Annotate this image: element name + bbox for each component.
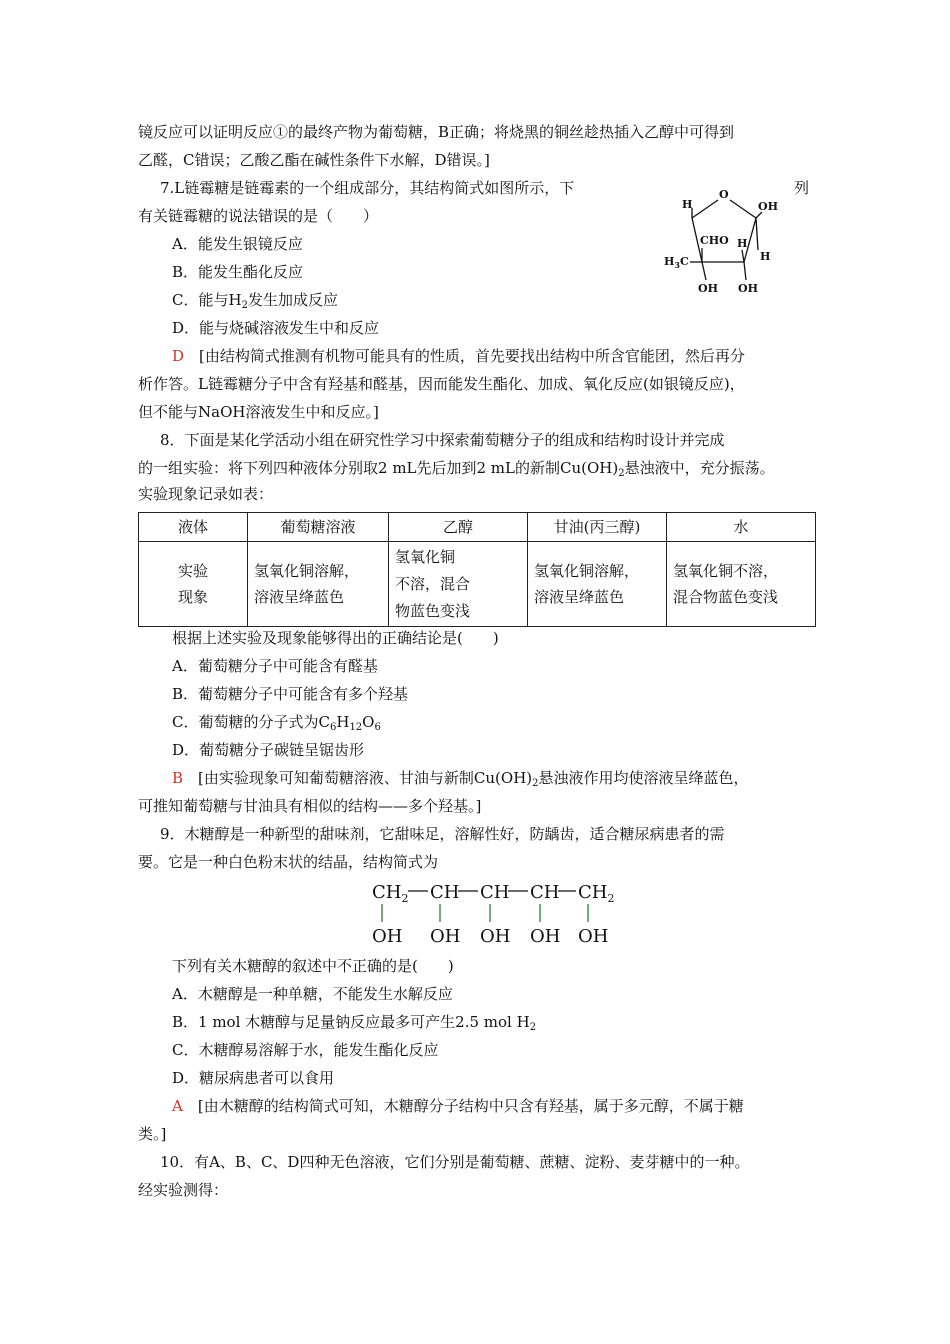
table-header: 葡萄糖溶液	[248, 513, 389, 542]
q10-stem: 经实验测得：	[138, 1181, 229, 1199]
experiment-table	[138, 512, 816, 627]
q8-stem: 的一组实验：将下列四种液体分别取2 mL先后加到2 mL的新制$Cu(OH)_2$悬浊液中，充分振荡。	[138, 459, 775, 479]
q7-explanation: 析作答。L链霉糖分子中含有羟基和醛基，因而能发生酯化、加成、氧化反应(如银镜反应)，	[138, 375, 745, 393]
q8-question: 根据上述实验及现象能够得出的正确结论是( )	[172, 629, 499, 647]
group-label: CH	[480, 882, 510, 903]
table-header: 甘油(丙三醇)	[528, 513, 667, 542]
atom-label: H	[682, 198, 693, 211]
group-label: CH	[430, 882, 460, 903]
table-header-row	[139, 513, 816, 542]
q7-explanation: D [由结构简式推测有机物可能具有的性质，首先要找出结构中所含官能团，然后再分	[172, 347, 745, 365]
table-cell: 氢氧化铜溶解， 溶液呈绛蓝色	[528, 542, 667, 627]
q7-option-d: D．能与烧碱溶液发生中和反应	[172, 319, 380, 337]
streptose-structure	[660, 180, 790, 300]
q8-option-b: B．葡萄糖分子中可能含有多个羟基	[172, 685, 409, 703]
atom-label: OH	[698, 282, 718, 295]
q8-option-a: A．葡萄糖分子中可能含有醛基	[172, 657, 378, 675]
atom-label: H	[760, 250, 771, 263]
table-header: 水	[667, 513, 816, 542]
atom-label: $H_3C$	[664, 255, 689, 270]
q9-option-a: A．木糖醇是一种单糖，不能发生水解反应	[172, 985, 453, 1003]
xylitol-structure	[368, 878, 628, 950]
q7-stem: 7.L链霉糖是链霉素的一个组成部分，其结构简式如图所示，下	[160, 179, 575, 197]
q8-explanation: B [由实验现象可知葡萄糖溶液、甘油与新制$Cu(OH)_2$悬浊液作用均使溶液呈绛蓝色，	[172, 769, 749, 789]
text-line: 乙醛，C错误；乙酸乙酯在碱性条件下水解，D错误。]	[138, 151, 490, 169]
answer-letter: A	[172, 1097, 183, 1115]
answer-letter: B	[172, 769, 184, 787]
q7-option-b: B．能发生酯化反应	[172, 263, 304, 281]
group-label: CH	[530, 882, 560, 903]
q7-option-a: A．能发生银镜反应	[172, 235, 303, 253]
table-header: 乙醇	[389, 513, 528, 542]
q7-option-c: C．能与$H_2$发生加成反应	[172, 291, 338, 311]
answer-letter: D	[172, 347, 185, 365]
q10-stem: 10．有A、B、C、D四种无色溶液，它们分别是葡萄糖、蔗糖、淀粉、麦芽糖中的一种。	[160, 1153, 750, 1171]
table-cell: 氢氧化铜 不溶，混合 物蓝色变浅	[389, 542, 528, 627]
group-label: OH	[578, 926, 609, 947]
q9-option-d: D．糖尿病患者可以食用	[172, 1069, 335, 1087]
table-cell: 实验 现象	[139, 542, 248, 627]
atom-label: OH	[758, 200, 778, 213]
q9-option-b: B．1 mol 木糖醇与足量钠反应最多可产生2.5 mol $H_2$	[172, 1013, 537, 1033]
q9-option-c: C．木糖醇易溶解于水，能发生酯化反应	[172, 1041, 439, 1059]
q9-stem: 9．木糖醇是一种新型的甜味剂，它甜味足，溶解性好，防龋齿，适合糖尿病患者的需	[160, 825, 725, 843]
group-label: $CH_2$	[578, 882, 615, 905]
group-label: OH	[530, 926, 561, 947]
q7-stem: 有关链霉糖的说法错误的是（ ）	[138, 207, 379, 225]
q8-stem: 8．下面是某化学活动小组在研究性学习中探索葡萄糖分子的组成和结构时设计并完成	[160, 431, 725, 449]
table-cell: 氢氧化铜溶解， 溶液呈绛蓝色	[248, 542, 389, 627]
table-cell: 氢氧化铜不溶， 混合物蓝色变浅	[667, 542, 816, 627]
q9-explanation: 类。]	[138, 1125, 167, 1143]
q8-option-d: D．葡萄糖分子碳链呈锯齿形	[172, 741, 365, 759]
table-header: 液体	[139, 513, 248, 542]
atom-label: CHO	[700, 234, 729, 247]
atom-label: OH	[738, 282, 758, 295]
group-label: OH	[480, 926, 511, 947]
text-line: 镜反应可以证明反应①的最终产物为葡萄糖，B正确；将烧黑的铜丝趁热插入乙醇中可得到	[138, 123, 735, 141]
q7-explanation: 但不能与NaOH溶液发生中和反应。]	[138, 403, 379, 421]
q8-stem: 实验现象记录如表：	[138, 485, 274, 503]
atom-label: H	[737, 237, 748, 250]
atom-label: O	[719, 188, 729, 201]
group-label: OH	[372, 926, 403, 947]
q9-question: 下列有关木糖醇的叙述中不正确的是( )	[172, 957, 454, 975]
group-label: $CH_2$	[372, 882, 409, 905]
q9-stem: 要。它是一种白色粉末状的结晶，结构简式为	[138, 853, 439, 871]
q8-option-c: C．葡萄糖的分子式为$C_6H_{12}O_6$	[172, 713, 381, 733]
q9-explanation: A [由木糖醇的结构简式可知，木糖醇分子结构中只含有羟基，属于多元醇，不属于糖	[172, 1097, 744, 1115]
group-label: OH	[430, 926, 461, 947]
q7-stem-tail: 列	[794, 179, 810, 197]
table-row	[139, 542, 816, 627]
q8-explanation: 可推知葡萄糖与甘油具有相似的结构——多个羟基。]	[138, 797, 482, 815]
